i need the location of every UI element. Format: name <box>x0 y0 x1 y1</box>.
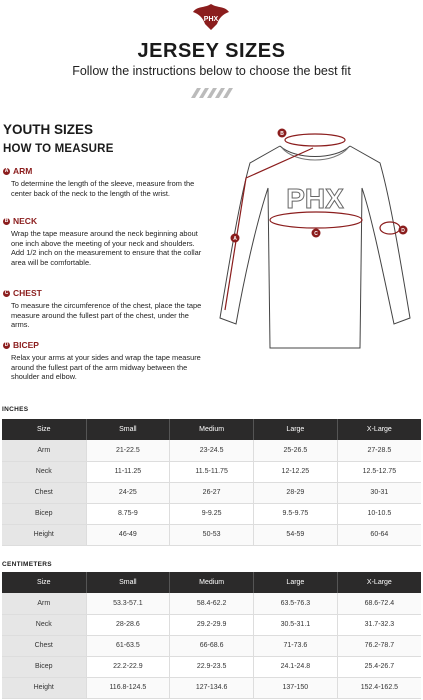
table-row <box>2 524 421 545</box>
inches-size-table <box>2 419 421 546</box>
step-text: To determine the length of the sleeve, measure from the center back of the neck to the length of the wrist. <box>11 179 195 198</box>
step-label: ARM <box>13 166 33 176</box>
step-badge: A <box>4 167 9 174</box>
table-cell: 28-28.6 <box>86 614 170 635</box>
table-cell: 31.7-32.3 <box>337 614 421 635</box>
decorative-stripes <box>187 88 237 98</box>
table-cell: 10-10.5 <box>337 503 421 524</box>
table-cell: 46-49 <box>86 524 170 545</box>
table-header: Medium <box>170 572 254 593</box>
row-label: Neck <box>2 461 86 482</box>
marker-d-label: D <box>401 228 405 234</box>
table-header: Large <box>254 572 338 593</box>
table-cell: 9.5-9.75 <box>254 503 338 524</box>
step-badge: B <box>4 217 9 224</box>
table-row <box>2 440 421 461</box>
step-label: NECK <box>13 216 38 226</box>
table-row <box>2 656 421 677</box>
row-label: Neck <box>2 614 86 635</box>
row-label: Height <box>2 677 86 698</box>
jersey-text: PHX <box>286 183 344 214</box>
table-cell: 25-26.5 <box>254 440 338 461</box>
step-badge: D <box>4 341 9 348</box>
table-cell: 76.2-78.7 <box>337 635 421 656</box>
table-header: Size <box>2 419 86 440</box>
centimeters-label: CENTIMETERS <box>2 561 52 568</box>
table-cell: 61-63.5 <box>86 635 170 656</box>
table-row <box>2 635 421 656</box>
jersey-measurement-diagram <box>210 118 422 378</box>
centimeters-size-table <box>2 572 421 699</box>
phx-logo <box>191 2 231 32</box>
step-arm <box>3 166 203 198</box>
table-cell: 127-134.6 <box>170 677 254 698</box>
inches-label: INCHES <box>2 406 29 413</box>
table-row <box>2 482 421 503</box>
table-cell: 30.5-31.1 <box>254 614 338 635</box>
step-text: Relax your arms at your sides and wrap the tape measure around the fullest part of the arm midway between the shoulder and elbow. <box>11 353 201 381</box>
table-cell: 9-9.25 <box>170 503 254 524</box>
row-label: Bicep <box>2 656 86 677</box>
row-label: Arm <box>2 593 86 614</box>
marker-b-label: B <box>280 131 284 137</box>
table-header: Small <box>86 572 170 593</box>
table-cell: 30-31 <box>337 482 421 503</box>
table-cell: 22.2-22.9 <box>86 656 170 677</box>
section-title: YOUTH SIZES <box>3 122 94 137</box>
table-cell: 24.1-24.8 <box>254 656 338 677</box>
marker-a-label: A <box>233 236 237 242</box>
table-cell: 50-53 <box>170 524 254 545</box>
table-cell: 27-28.5 <box>337 440 421 461</box>
table-cell: 71-73.6 <box>254 635 338 656</box>
table-cell: 66-68.6 <box>170 635 254 656</box>
table-cell: 12-12.25 <box>254 461 338 482</box>
table-row <box>2 503 421 524</box>
step-badge: C <box>4 289 9 296</box>
marker-c-label: C <box>314 231 318 237</box>
row-label: Chest <box>2 482 86 503</box>
table-cell: 152.4-162.5 <box>337 677 421 698</box>
table-cell: 25.4-26.7 <box>337 656 421 677</box>
step-bicep <box>3 340 203 382</box>
table-cell: 29.2-29.9 <box>170 614 254 635</box>
table-cell: 53.3-57.1 <box>86 593 170 614</box>
step-neck <box>3 216 203 267</box>
table-cell: 68.6-72.4 <box>337 593 421 614</box>
table-header: X-Large <box>337 419 421 440</box>
step-text: To measure the circumference of the chest, place the tape measure around the fullest part of the chest, under the arms. <box>11 301 202 329</box>
step-chest <box>3 288 203 330</box>
table-header: Small <box>86 419 170 440</box>
table-cell: 28-29 <box>254 482 338 503</box>
table-header: X-Large <box>337 572 421 593</box>
row-label: Arm <box>2 440 86 461</box>
table-row <box>2 593 421 614</box>
table-cell: 11.5-11.75 <box>170 461 254 482</box>
table-cell: 116.8-124.5 <box>86 677 170 698</box>
table-cell: 60-64 <box>337 524 421 545</box>
logo-text: PHX <box>203 16 219 23</box>
table-cell: 24-25 <box>86 482 170 503</box>
table-cell: 23-24.5 <box>170 440 254 461</box>
page-subtitle: Follow the instructions below to choose the best fit <box>72 64 351 78</box>
row-label: Height <box>2 524 86 545</box>
table-cell: 54-59 <box>254 524 338 545</box>
how-to-measure-heading: HOW TO MEASURE <box>3 143 114 155</box>
table-cell: 8.75-9 <box>86 503 170 524</box>
row-label: Bicep <box>2 503 86 524</box>
table-row <box>2 614 421 635</box>
table-cell: 21-22.5 <box>86 440 170 461</box>
step-text: Wrap the tape measure around the neck beginning about one inch above the meeting of your neck and shoulders. Add 1/2 inch on the measurement to ensure that the collar area will be comfortable. <box>11 229 202 267</box>
step-label: CHEST <box>13 288 42 298</box>
table-header: Size <box>2 572 86 593</box>
table-row <box>2 461 421 482</box>
table-cell: 26-27 <box>170 482 254 503</box>
table-cell: 11-11.25 <box>86 461 170 482</box>
row-label: Chest <box>2 635 86 656</box>
table-cell: 12.5-12.75 <box>337 461 421 482</box>
table-cell: 137-150 <box>254 677 338 698</box>
page-title: JERSEY SIZES <box>137 40 286 62</box>
table-header: Medium <box>170 419 254 440</box>
table-cell: 58.4-62.2 <box>170 593 254 614</box>
table-header: Large <box>254 419 338 440</box>
step-label: BICEP <box>13 340 39 350</box>
table-cell: 22.9-23.5 <box>170 656 254 677</box>
table-row <box>2 677 421 698</box>
table-cell: 63.5-76.3 <box>254 593 338 614</box>
